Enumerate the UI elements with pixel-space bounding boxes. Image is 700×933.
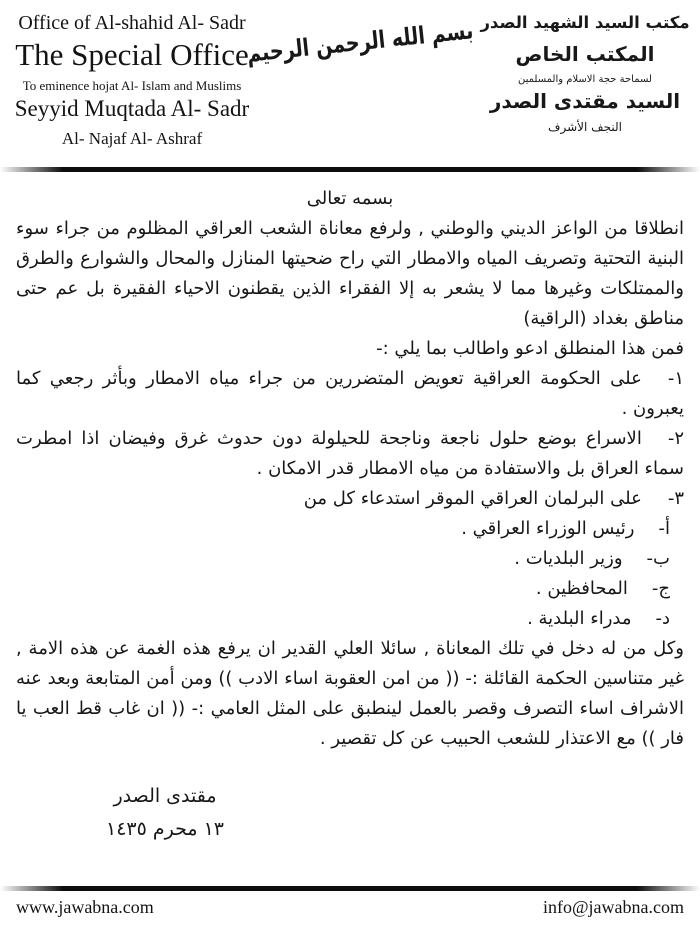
signature-block [60, 780, 270, 846]
eminence-line-arabic: لسماحة حجة الاسلام والمسلمين [518, 74, 652, 85]
footer-email: info@jawabna.com [542, 897, 684, 917]
header-english-block [12, 10, 252, 150]
summon-text-d: مدراء البلدية . [527, 608, 632, 629]
demands-intro: فمن هذا المنطلق ادعو واطالب بما يلي :- [376, 338, 684, 359]
summon-text-c: المحافظين . [535, 578, 628, 599]
demand-marker-3: ٣- [667, 488, 684, 509]
summon-text-a: رئيس الوزراء العراقي . [461, 518, 635, 539]
closing-paragraph: وكل من له دخل في تلك المعاناة , سائلا العلي القدير ان يرفع هذه الغمة عن هذه الامة , غير متناسين الحكمة القائلة :- (( من امن العقوبة اساء الادب )) ومن أمن المتابعة وبعد عنه الاشراف اساء التصرف وقصر بالعمل لينطبق على المثل العامي :- (( ان غاب قط العب يا فار )) مع الاعتذار للشعب الحبيب عن كل تقصير . [16, 638, 684, 749]
office-title-arabic: مكتب السيد الشهيد الصدر [480, 13, 690, 32]
seyyid-name-english: Seyyid Muqtada Al- Sadr [14, 96, 250, 121]
demand-text-2: الاسراع بوضع حلول ناجعة وناجحة للحيلولة دون حدوث غرق وفيضان اذا امطرت سماء العراق بل والاستفادة من مياه الامطار قدر الامكان . [16, 428, 684, 479]
signature-date: ١٣ محرم ١٤٣٥ [105, 818, 225, 840]
bismillah-calligraphy: بسم الله الرحمن الرحيم [245, 16, 475, 68]
signature-name: مقتدى الصدر [113, 785, 217, 807]
seyyid-name-arabic: السيد مقتدى الصدر [489, 89, 681, 113]
summon-item-d [16, 604, 684, 634]
najaf-line-arabic: النجف الأشرف [548, 120, 622, 134]
footer-divider [0, 886, 700, 891]
demand-text-3: على البرلمان العراقي الموقر استدعاء كل من [303, 488, 642, 509]
summon-item-b [16, 544, 684, 574]
header-divider [0, 167, 700, 172]
demand-marker-2: ٢- [667, 428, 684, 449]
demand-item-2 [16, 424, 684, 484]
summon-marker-a: أ- [658, 518, 670, 539]
summon-item-c [16, 574, 684, 604]
eminence-line: To eminence hojat Al- Islam and Muslims [22, 78, 242, 93]
office-title-english: Office of Al-shahid Al- Sadr [18, 12, 246, 34]
letter-body [16, 184, 684, 846]
demand-text-1: على الحكومة العراقية تعويض المتضررين من جراء مياه الامطار وبأثر رجعي كما يعبرون . [16, 368, 684, 419]
summon-marker-b: ب- [646, 548, 670, 569]
demand-marker-1: ١- [667, 368, 684, 389]
najaf-line-english: Al- Najaf Al- Ashraf [61, 129, 203, 148]
summon-text-b: وزير البلديات . [514, 548, 623, 569]
footer [16, 897, 684, 918]
opening-paragraph: انطلاقا من الواعز الديني والوطني , ولرفع معاناة الشعب العراقي المظلوم من جراء سوء البنية التحتية وتصريف المياه والامطار التي راح ضحيتها المنازل والمحال والشوارع والطرق والممتلكات وغيرها مما لا يشعر به إلا الفقراء الذين يقطنون الاحياء الفقيرة بل عم حتى مناطق بغداد (الراقية) [16, 218, 684, 329]
basmala-line: بسمه تعالى [306, 188, 394, 209]
footer-website: www.jawabna.com [16, 897, 154, 917]
special-office-title: The Special Office [15, 37, 249, 72]
header-arabic-block [476, 8, 694, 136]
summon-marker-d: د- [655, 608, 670, 629]
summon-item-a [16, 514, 684, 544]
demand-item-3 [16, 484, 684, 514]
special-office-arabic: المكتب الخاص [515, 42, 655, 66]
summon-marker-c: ج- [651, 578, 670, 599]
demand-item-1 [16, 364, 684, 424]
